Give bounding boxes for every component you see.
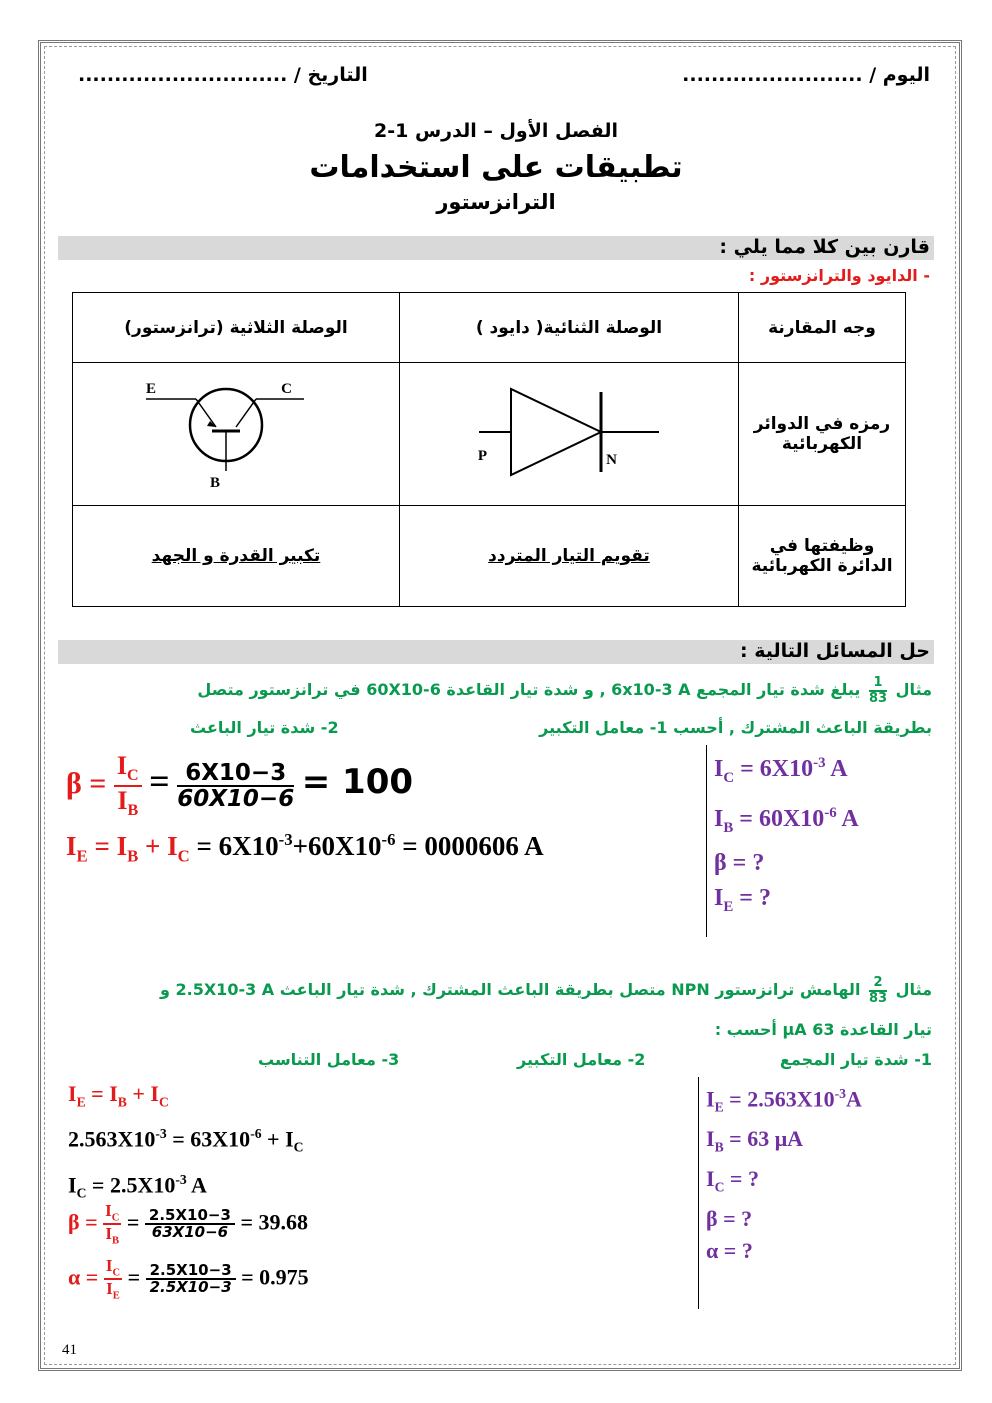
ex2-given [706,1078,862,1266]
given-ib: $I_B = 63$ μA [706,1126,804,1155]
chapter-label: الفصل الأول – الدرس 1-2 [373,120,619,142]
ex1-given [714,746,859,924]
comparison-table [72,292,906,607]
transistor-function: تكبير القدرة و الجهد [73,506,400,607]
header-cell: وجه المقارنة [739,293,906,363]
lesson-subtitle: الترانزستور [436,190,556,214]
date-label: التاريخ / ............................. [78,64,368,86]
given-ic: $I_C = 6X10^{-3}$ A [714,755,848,786]
divider [698,1077,699,1309]
ex2-line2: تيار القاعدة 63 μA أحسب : [714,1020,932,1039]
lesson-title: تطبيقات على استخدامات [309,150,683,185]
ex1-beta-formula: β = $\frac{I_C}{I_B}$ = $\frac{6X10-3}{60X10-6}$ = 100 [66,751,414,820]
header-cell: الوصلة الثلاثية (ترانزستور) [73,293,400,363]
ex2-alpha-formula: α = $\frac{I_C}{I_E}$ = $\frac{2.5X10-3}{2.5X10-3}$ = 0.975 [68,1256,309,1302]
given-beta: β = ? [706,1206,753,1231]
symbol-label: رمزه في الدوائر الكهربائية [739,363,906,506]
ex2-line1: الهامش ترانزستور NPN متصل بطريقة الباعث المشترك , شدة تيار الباعث 2.5X10-3 A و [159,980,861,1000]
ex2-sol-line2: $2.563X10^{-3} = 63X10^{-6} + I_C$ [68,1126,304,1156]
diode-symbol-cell [400,363,739,506]
ex1-ie-formula: $I_E = I_B + I_C = 6X10^{-3}+60X10^{-6} = 0000606$ A [66,830,544,866]
diode-n-label: N [606,452,617,468]
ex2-sol-line3: $I_C = 2.5X10^{-3}$ A [68,1172,207,1201]
header-cell: الوصلة الثنائية( دايود ) [400,293,739,363]
ex2-sol-line1: $I_E = I_B + I_C$ [68,1081,169,1110]
given-ie: $I_E$ = ? [714,884,771,915]
transistor-c-label: C [281,381,292,397]
page-number: 41 [62,1342,77,1358]
divider [706,745,707,937]
ex1-line1: يبلغ شدة تيار المجمع 6x10-3 A , و شدة تيار القاعدة 60X10-6 في ترانزستور متصل [197,680,861,700]
ex1-line2: بطريقة الباعث المشترك , أحسب 1- معامل التكبير [539,718,932,737]
ex2-beta-formula: β = $\frac{I_C}{I_B}$ = $\frac{2.5X10-3}{63X10-6}$ = 39.68 [68,1201,308,1247]
given-beta: β = ? [714,849,765,876]
ex1-line2b: 2- شدة تيار الباعث [190,718,339,737]
given-ib: $I_B = 60X10^{-6}$ A [714,804,859,836]
section1-sub: - الدايود والترانزستور : [748,266,930,285]
diode-p-label: P [477,448,487,464]
ex2-q3: 3- معامل التناسب [258,1050,400,1069]
transistor-symbol-cell [73,363,400,506]
diode-icon [479,384,659,484]
ex1-frac: $\frac{1}{83}$ [869,675,888,706]
function-label: وظيفتها في الدائرة الكهربائية [739,506,906,607]
transistor-e-label: E [145,381,156,397]
ex2-frac: $\frac{2}{83}$ [869,975,888,1006]
given-alpha: α = ? [706,1237,753,1263]
ex2-q2: 2- معامل التكبير [517,1050,646,1069]
diode-function: تقويم التيار المتردد [400,506,739,607]
transistor-icon [136,379,336,489]
day-label: اليوم / ......................... [682,64,930,86]
transistor-b-label: B [209,475,220,491]
ex2-statement [60,976,932,1005]
ex2-solution [68,1078,304,1210]
given-ie: $I_E = 2.563X10^{-3}A$ [706,1086,862,1115]
ex1-label: مثال [895,680,932,700]
section1-heading: قارن بين كلا مما يلي : [719,236,930,258]
ex2-q1: 1- شدة تيار المجمع [779,1050,932,1069]
ex2-label: مثال [895,980,932,1000]
given-ic: $I_C$ = ? [706,1166,759,1195]
section2-heading: حل المسائل التالية : [740,640,930,662]
ex1-statement [110,676,932,705]
